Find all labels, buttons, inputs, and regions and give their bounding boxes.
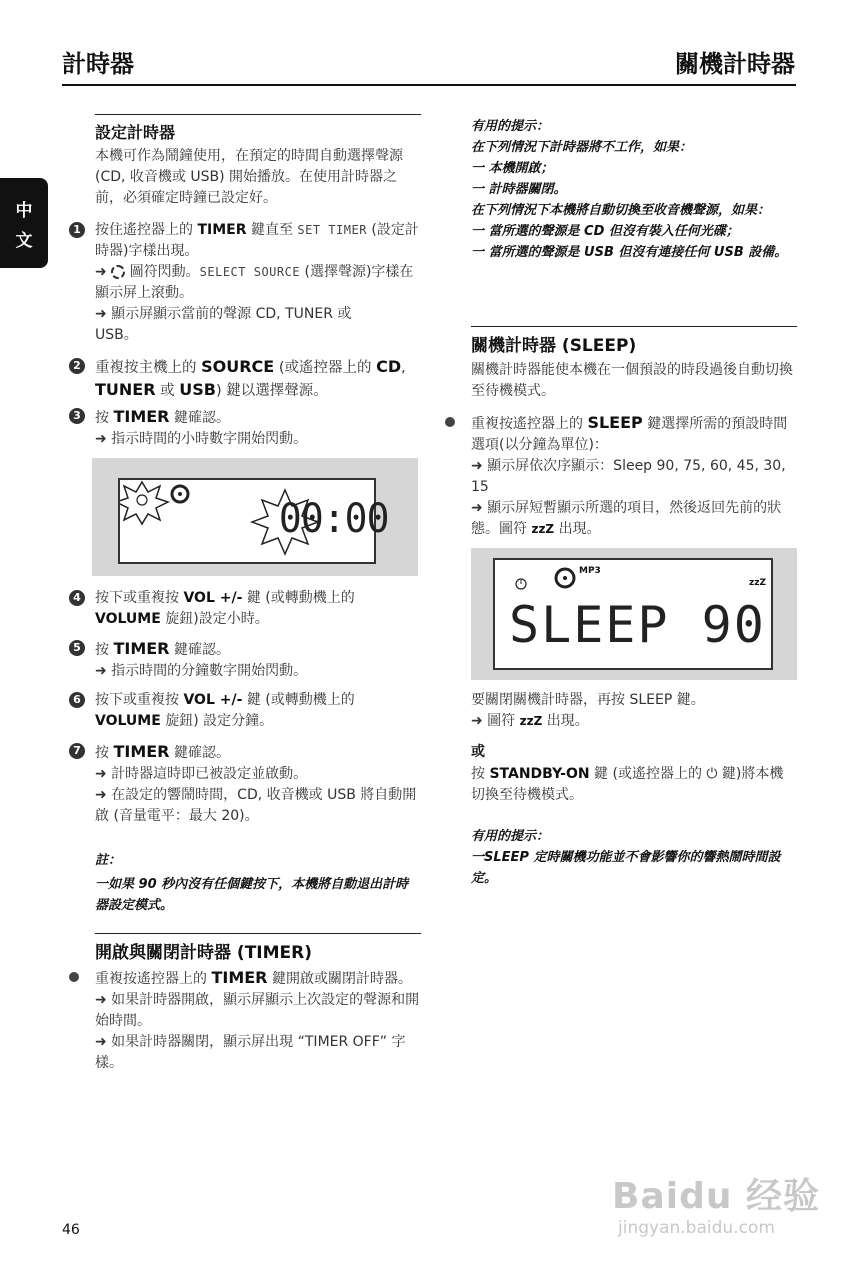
step-text: 鍵 (或遙控器上的: [589, 766, 707, 782]
sleep-off-instructions: [471, 690, 797, 732]
section-title-sleep: 關機計時器 (SLEEP): [471, 336, 637, 356]
step-text: 出現。: [542, 713, 589, 729]
baidu-watermark-url: jingyan.baidu.com: [618, 1218, 775, 1238]
page-header-right: 關機計時器: [675, 50, 795, 78]
step-result: ➜ 計時器這時即已被設定並啟動。: [95, 766, 308, 782]
step-number: 1: [69, 222, 85, 238]
source-cycle-icon: [111, 265, 125, 279]
step-text: 按: [95, 745, 114, 761]
tips-line: 一 計時器關閉。: [471, 182, 567, 197]
step-text: 出現。: [554, 521, 601, 537]
step-result: ➜ 在設定的響鬧時間，CD, 收音機或 USB 將自動開啟 (音量電平：最大 20)。: [95, 787, 417, 824]
section-title-set-timer: 設定計時器: [95, 123, 176, 142]
step-text: 鍵確認。: [169, 642, 230, 658]
mp3-indicator: MP3: [579, 566, 601, 576]
lcd-screen: [118, 478, 389, 564]
timer-display-illustration: [92, 458, 418, 576]
tips-title: 有用的提示：: [471, 119, 550, 134]
helpful-tips-1: [471, 116, 795, 263]
step-result: ➜ 顯示屏顯示當前的聲源 CD, TUNER 或 USB。: [95, 306, 352, 343]
step-number: 7: [69, 743, 85, 759]
step-result: ➜ 指示時間的分鐘數字開始閃動。: [95, 663, 308, 679]
step-text: 鍵開啟或關閉計時器。: [267, 971, 412, 987]
step-3: [73, 406, 421, 450]
step-text: (選擇聲源)字樣在顯示屏上滾動。: [95, 264, 414, 301]
key-name: TIMER: [211, 968, 268, 987]
step-text: 按: [95, 410, 114, 426]
lcd-screen: [493, 558, 773, 670]
baidu-watermark-logo: Baidu 经验: [612, 1176, 821, 1217]
timer-toggle-item: [95, 967, 421, 1074]
key-name: TIMER: [113, 407, 170, 426]
step-text: 鍵確認。: [169, 745, 230, 761]
step-result: [471, 498, 797, 540]
step-4: [73, 588, 421, 630]
step-text: 按: [95, 642, 114, 658]
flash-burst-icon: [120, 482, 168, 524]
step-text: 鍵 (或轉動機上的: [242, 692, 355, 708]
bullet: [69, 972, 79, 982]
key-name: SOURCE: [201, 357, 275, 376]
section-rule: [95, 114, 421, 115]
step-text: 旋鈕)設定小時。: [160, 611, 269, 627]
tips-line: 一 當所選的聲源是 USB 但沒有連接任何 USB 設備。: [471, 245, 788, 260]
step-text: (或遙控器上的: [274, 360, 377, 376]
key-name: USB: [179, 380, 216, 399]
standby-instructions: [471, 764, 797, 806]
key-name: SLEEP: [587, 413, 643, 432]
page-header-left: 計時器: [62, 50, 134, 78]
key-name: VOL +/-: [183, 692, 243, 708]
step-result: ➜ 指示時間的小時數字開始閃動。: [95, 431, 308, 447]
set-timer-intro: 本機可作為鬧鐘使用，在預定的時間自動選擇聲源(CD, 收音機或 USB) 開始播放。在使用計時器之前，必須確定時鐘已設定好。: [95, 148, 403, 206]
step-text: 重複按遙控器上的: [95, 971, 212, 987]
sleep-intro: 關機計時器能使本機在一個預設的時段過後自動切換至待機模式。: [471, 362, 793, 399]
step-2: [73, 356, 421, 402]
display-text: SET TIMER: [297, 223, 367, 237]
step-5: [73, 638, 421, 682]
step-text: 鍵確認。: [169, 410, 230, 426]
step-text: 鍵)將本機切換至待機模式。: [471, 766, 784, 803]
section-rule: [471, 326, 797, 327]
step-1: [73, 220, 421, 346]
step-result: ➜ 如果計時器開啟，顯示屏顯示上次設定的聲源和開始時間。: [95, 992, 420, 1029]
sleep-icon: zzZ: [519, 714, 543, 728]
bullet: [445, 417, 455, 427]
step-text: 鍵直至: [246, 222, 298, 238]
lcd-graphics: [495, 560, 771, 600]
step-7: [73, 741, 421, 827]
sleep-icon: zzZ: [531, 522, 555, 536]
note: [95, 850, 421, 916]
step-number: 4: [69, 590, 85, 606]
tips-line: 一 本機開啟；: [471, 161, 554, 176]
lcd-time-digits: 00:00: [278, 496, 389, 542]
step-result: [471, 711, 797, 732]
key-name: TIMER: [197, 222, 247, 238]
header-divider: [62, 84, 796, 86]
step-text: 鍵 (或轉動機上的: [242, 590, 355, 606]
key-name: STANDBY-ON: [489, 766, 590, 782]
key-name: TIMER: [113, 639, 170, 658]
sleep-select-item: [471, 412, 797, 540]
step-6: [73, 690, 421, 732]
section-title-timer-on-off: 開啟與關閉計時器 (TIMER): [95, 943, 312, 963]
step-text: 旋鈕) 設定分鐘。: [160, 713, 274, 729]
step-text: 按住遙控器上的: [95, 222, 198, 238]
note-body: 一如果 90 秒內沒有任個鍵按下，本機將自動退出計時器設定模式。: [95, 877, 409, 913]
step-text: 鍵選擇所需的預設時間選項(以分鐘為單位)：: [471, 416, 788, 453]
key-name: CD: [376, 357, 402, 376]
key-name: VOLUME: [95, 713, 161, 729]
tips-line: 在下列情況下本機將自動切換至收音機聲源，如果：: [471, 203, 771, 218]
tips-line: 一SLEEP 定時關機功能並不會影響你的響熱鬧時間設定。: [471, 850, 781, 886]
tips-line: 一 當所選的聲源是 CD 但沒有裝入任何光碟；: [471, 224, 739, 239]
step-text: ➜ 顯示屏短暫顯示所選的項目，然後返回先前的狀態。圖符: [471, 500, 782, 537]
note-title: 註：: [95, 853, 122, 868]
helpful-tips-2: [471, 826, 797, 889]
step-text: ) 鍵以選擇聲源。: [215, 383, 328, 399]
step-text: 重複按遙控器上的: [471, 416, 588, 432]
power-icon: ⏻: [706, 766, 718, 782]
sleep-display-illustration: [471, 548, 797, 680]
step-text: ,: [401, 360, 406, 376]
page-number: 46: [62, 1222, 80, 1238]
section-rule: [95, 933, 421, 934]
sleep-indicator-icon: zzZ: [749, 578, 767, 588]
step-number: 5: [69, 640, 85, 656]
key-name: TUNER: [95, 380, 156, 399]
language-tab-char-1: 中: [15, 201, 33, 221]
step-number: 2: [69, 358, 85, 374]
step-result: [95, 262, 421, 304]
tips-line: 在下列情況下計時器將不工作，如果：: [471, 140, 693, 155]
step-result: ➜ 如果計時器關閉，顯示屏出現 “TIMER OFF” 字樣。: [95, 1034, 406, 1071]
language-tab-char-2: 文: [15, 231, 33, 251]
key-name: VOL +/-: [183, 590, 243, 606]
step-text: 要關閉關機計時器，再按 SLEEP 鍵。: [471, 692, 705, 708]
key-name: VOLUME: [95, 611, 161, 627]
step-text: 或: [155, 383, 180, 399]
arrow: ➜: [95, 264, 112, 280]
step-text: 重複按主機上的: [95, 360, 202, 376]
step-text: ➜ 圖符: [471, 713, 520, 729]
step-text: 按: [471, 766, 490, 782]
step-text: (設定計時器)字樣出現。: [95, 222, 419, 259]
or-label: 或: [471, 744, 485, 760]
step-text: 按下或重複按: [95, 692, 184, 708]
step-text: 按下或重複按: [95, 590, 184, 606]
key-name: TIMER: [113, 742, 170, 761]
step-result: ➜ 顯示屏依次序顯示：Sleep 90, 75, 60, 45, 30, 15: [471, 458, 786, 495]
step-number: 6: [69, 692, 85, 708]
display-text: SELECT SOURCE: [199, 265, 301, 279]
step-text: 圖符閃動。: [125, 264, 200, 280]
language-tab: [0, 178, 48, 268]
tips-title: 有用的提示：: [471, 829, 550, 844]
lcd-sleep-text: SLEEP 90: [509, 596, 766, 654]
step-number: 3: [69, 408, 85, 424]
